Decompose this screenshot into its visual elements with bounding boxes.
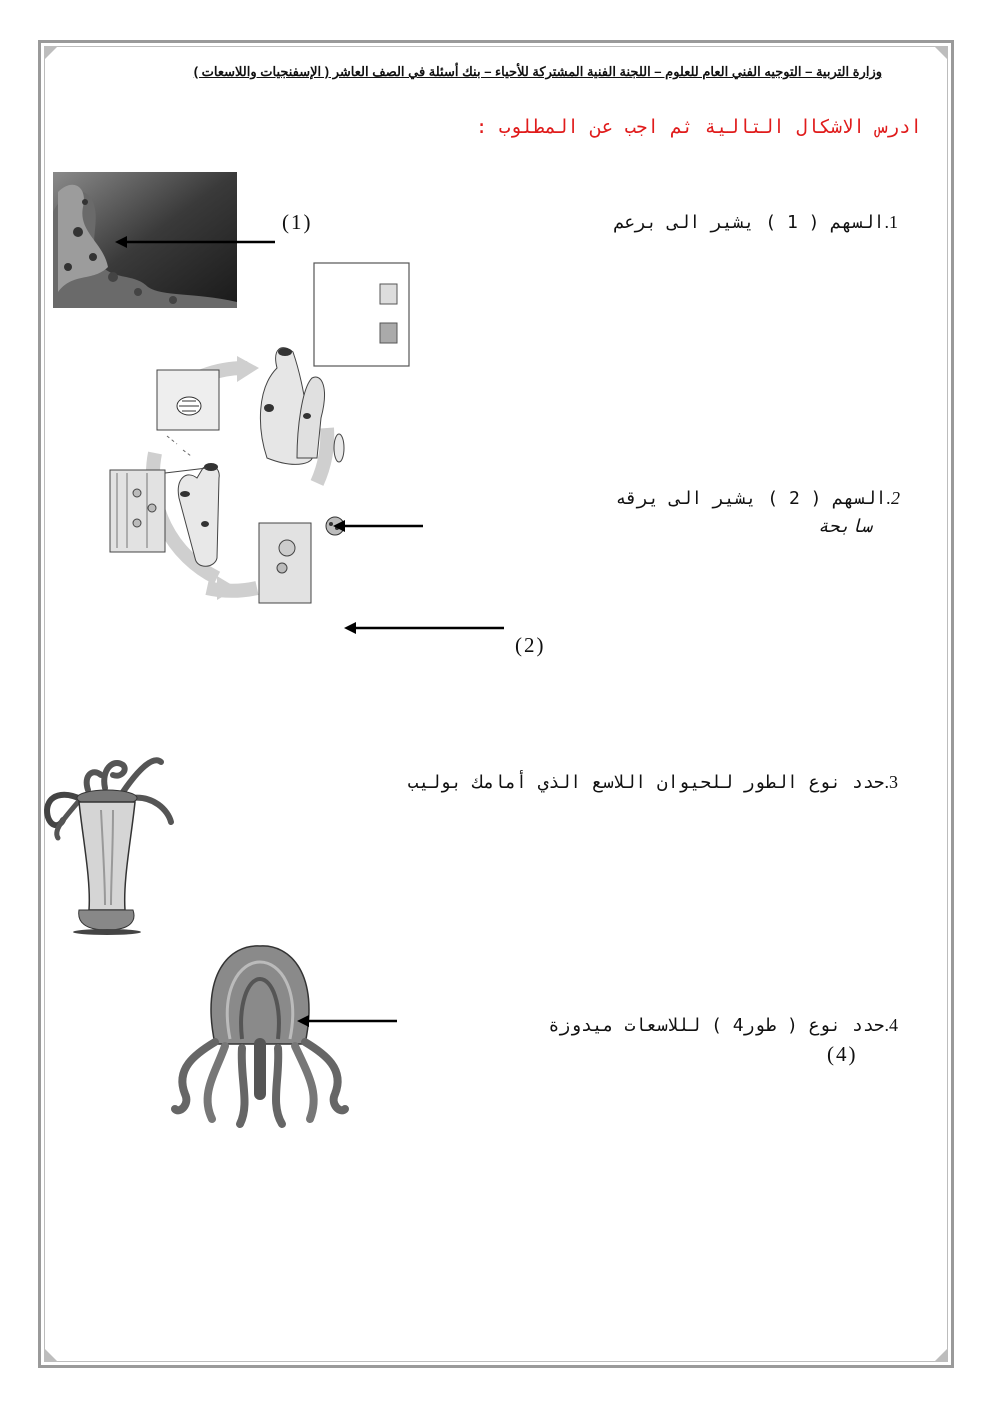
- arrow-1: [115, 235, 275, 249]
- question-3-text: حدد نوع الطور للحيوان اللاسع الذي أمامك بوليب: [407, 772, 885, 793]
- arrow-2b: [344, 621, 504, 635]
- label-2: (2): [515, 633, 546, 657]
- label-4: (4): [827, 1042, 858, 1066]
- label-1: (1): [282, 210, 313, 234]
- medusa-image: [160, 944, 360, 1130]
- question-3: [230, 772, 898, 793]
- question-4-number: 4.: [884, 1015, 898, 1035]
- question-2-number: 2.: [886, 488, 900, 508]
- arrow-2a: [333, 519, 423, 533]
- question-3-number: 3.: [884, 772, 898, 792]
- polyp-image: [43, 750, 175, 936]
- question-2: [500, 488, 900, 509]
- sponge-life-cycle-diagram: [107, 258, 419, 618]
- arrow-4: [297, 1014, 397, 1028]
- question-2-line2: سابحة: [817, 516, 872, 537]
- question-1-text: السهم ( 1 ) يشير الى برعم: [613, 212, 885, 233]
- page-header: وزارة التربية – التوجيه الفني العام للعلوم – اللجنة الفنية المشتركة للأحياء – بنك أسئلة في الصف العاشر ( الإسفنجيات واللاسعات ): [193, 64, 882, 79]
- question-1: [480, 212, 898, 233]
- question-2-text: السهم ( 2 ) يشير الى يرقه: [615, 488, 887, 509]
- instruction-text: ادرس الاشكال التالية ثم اجب عن المطلوب :: [475, 116, 922, 138]
- question-4-text: حدد نوع ( طور4 ) لللاسعات ميدوزة: [548, 1015, 885, 1036]
- question-4: [420, 1015, 898, 1036]
- question-1-number: 1.: [884, 212, 898, 232]
